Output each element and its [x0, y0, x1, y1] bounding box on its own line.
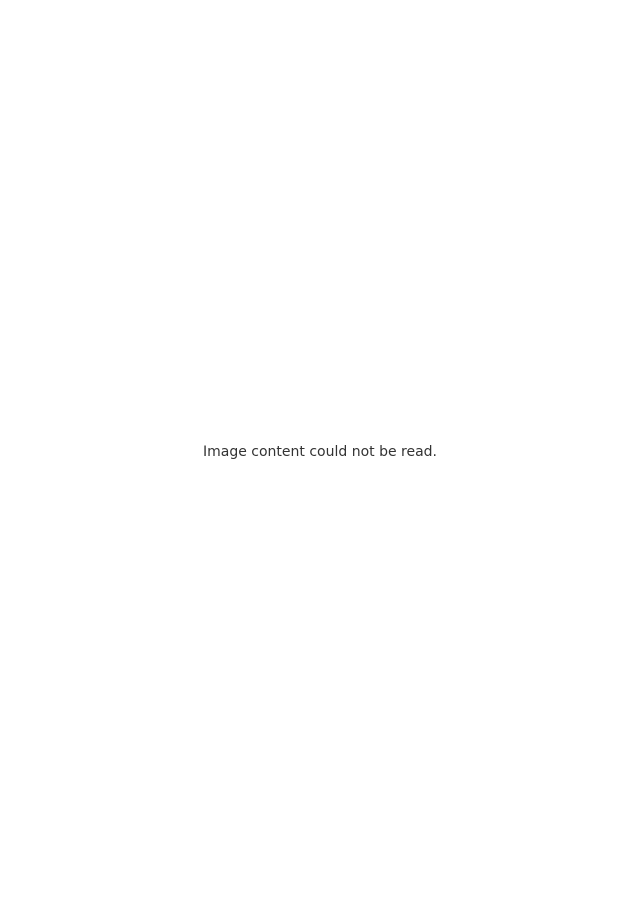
status-message: Image content could not be read.	[202, 444, 437, 460]
